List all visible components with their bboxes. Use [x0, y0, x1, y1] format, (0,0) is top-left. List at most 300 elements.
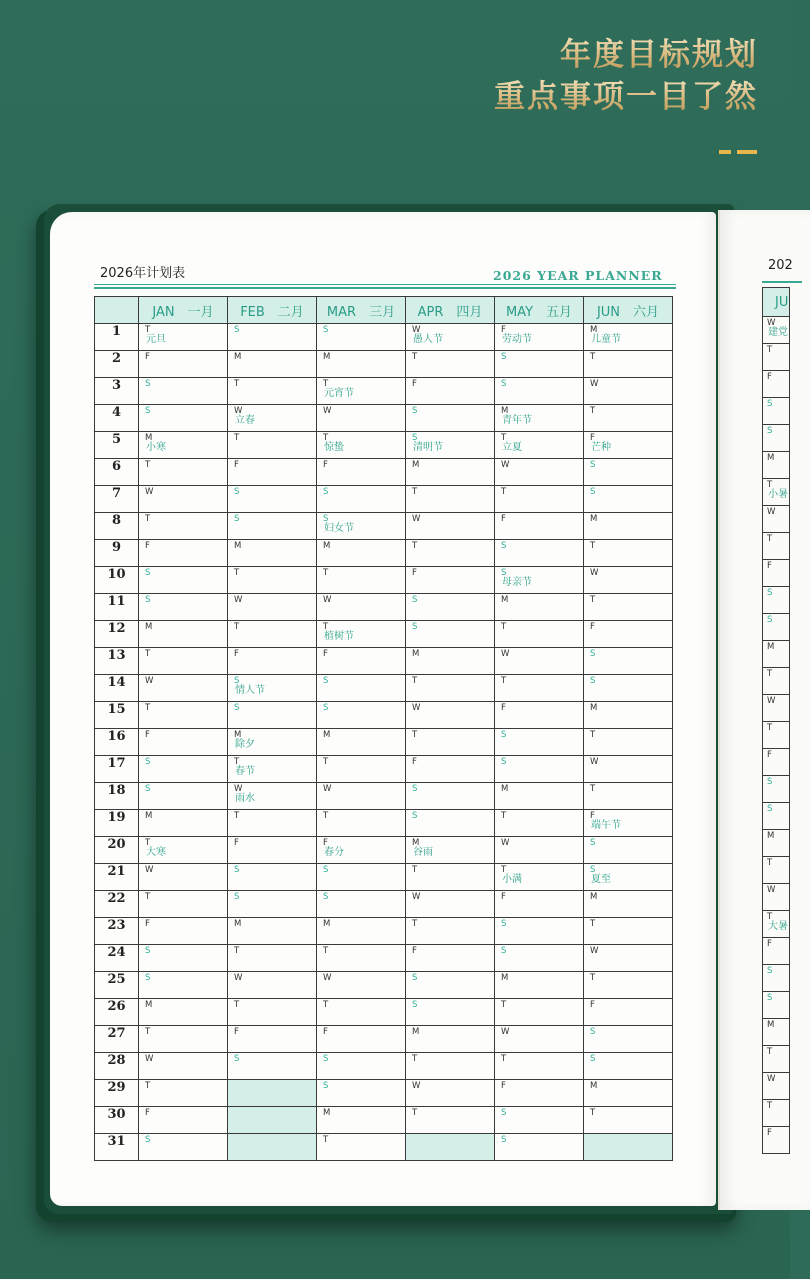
day-cell[interactable]: [406, 702, 495, 729]
day-cell[interactable]: [139, 459, 228, 486]
day-row: [95, 621, 673, 648]
day-cell[interactable]: [584, 675, 673, 702]
day-cell[interactable]: [139, 405, 228, 432]
day-cell[interactable]: [763, 398, 790, 425]
day-cell[interactable]: [495, 1080, 584, 1107]
day-cell[interactable]: [495, 432, 584, 459]
day-cell[interactable]: [584, 1107, 673, 1134]
holiday-label: 小满: [502, 874, 522, 885]
day-row: [763, 641, 790, 668]
day-cell[interactable]: [317, 1107, 406, 1134]
day-cell[interactable]: [139, 891, 228, 918]
day-cell[interactable]: [317, 378, 406, 405]
day-cell[interactable]: [406, 432, 495, 459]
day-cell[interactable]: [139, 810, 228, 837]
weekday-letter: M: [590, 892, 598, 902]
day-cell[interactable]: [763, 533, 790, 560]
day-cell[interactable]: [763, 479, 790, 506]
day-cell[interactable]: [406, 351, 495, 378]
day-cell[interactable]: [406, 459, 495, 486]
day-cell[interactable]: [317, 540, 406, 567]
day-cell[interactable]: [139, 918, 228, 945]
day-cell[interactable]: [584, 999, 673, 1026]
day-cell[interactable]: [406, 999, 495, 1026]
weekday-letter: T: [412, 352, 418, 362]
day-cell[interactable]: [317, 459, 406, 486]
day-cell[interactable]: [763, 992, 790, 1019]
day-cell[interactable]: [406, 675, 495, 702]
day-cell[interactable]: [139, 1080, 228, 1107]
holiday-label: 青年节: [502, 415, 532, 426]
day-cell[interactable]: [406, 540, 495, 567]
day-row: [763, 911, 790, 938]
weekday-letter: T: [590, 595, 596, 605]
right-page-rule: [762, 281, 802, 283]
day-cell[interactable]: [228, 837, 317, 864]
day-cell[interactable]: [584, 864, 673, 891]
day-cell[interactable]: [495, 459, 584, 486]
day-cell[interactable]: [584, 405, 673, 432]
day-number: 6: [95, 459, 139, 486]
weekday-letter: S: [590, 1054, 596, 1064]
weekday-letter: W: [412, 325, 421, 335]
day-cell[interactable]: [495, 1134, 584, 1161]
day-cell[interactable]: [406, 864, 495, 891]
day-cell[interactable]: [763, 587, 790, 614]
day-cell[interactable]: [763, 776, 790, 803]
day-cell[interactable]: [584, 918, 673, 945]
day-cell[interactable]: [228, 1053, 317, 1080]
day-cell[interactable]: [139, 594, 228, 621]
day-cell[interactable]: [317, 648, 406, 675]
day-cell[interactable]: [139, 729, 228, 756]
weekday-letter: T: [234, 568, 240, 578]
month-header: JU: [763, 288, 790, 317]
day-cell[interactable]: [495, 702, 584, 729]
accent-dash-long: [737, 150, 757, 154]
day-cell[interactable]: [406, 783, 495, 810]
day-cell[interactable]: [584, 567, 673, 594]
day-row: [95, 891, 673, 918]
day-cell[interactable]: [584, 837, 673, 864]
day-cell[interactable]: [406, 378, 495, 405]
day-cell[interactable]: [317, 513, 406, 540]
empty-day-cell: [228, 1080, 317, 1107]
day-cell[interactable]: [228, 1026, 317, 1053]
weekday-letter: S: [412, 595, 418, 605]
day-cell[interactable]: [317, 675, 406, 702]
day-cell[interactable]: [139, 1107, 228, 1134]
weekday-letter: T: [234, 433, 240, 443]
day-cell[interactable]: [406, 486, 495, 513]
day-cell[interactable]: [317, 432, 406, 459]
weekday-letter: F: [323, 649, 328, 659]
weekday-letter: T: [323, 568, 329, 578]
day-cell[interactable]: [228, 594, 317, 621]
day-cell[interactable]: [228, 729, 317, 756]
day-cell[interactable]: [495, 837, 584, 864]
day-cell[interactable]: [584, 945, 673, 972]
day-cell[interactable]: [495, 567, 584, 594]
day-cell[interactable]: [584, 756, 673, 783]
weekday-letter: S: [323, 514, 329, 524]
day-cell[interactable]: [763, 560, 790, 587]
day-cell[interactable]: [139, 1053, 228, 1080]
day-cell[interactable]: [763, 317, 790, 344]
day-cell[interactable]: [763, 1046, 790, 1073]
day-cell[interactable]: [228, 702, 317, 729]
day-cell[interactable]: [139, 756, 228, 783]
holiday-label: 元旦: [146, 334, 166, 345]
day-cell[interactable]: [763, 857, 790, 884]
day-cell[interactable]: [584, 729, 673, 756]
day-cell[interactable]: [317, 945, 406, 972]
day-cell[interactable]: [495, 513, 584, 540]
day-cell[interactable]: [763, 911, 790, 938]
day-cell[interactable]: [228, 432, 317, 459]
day-cell[interactable]: [584, 702, 673, 729]
day-number: 21: [95, 864, 139, 891]
weekday-letter: M: [234, 352, 242, 362]
weekday-letter: S: [501, 946, 507, 956]
day-cell[interactable]: [495, 486, 584, 513]
day-cell[interactable]: [406, 918, 495, 945]
day-cell[interactable]: [317, 810, 406, 837]
day-cell[interactable]: [317, 1053, 406, 1080]
weekday-letter: M: [234, 919, 242, 929]
day-cell[interactable]: [495, 864, 584, 891]
day-cell[interactable]: [228, 864, 317, 891]
day-cell[interactable]: [584, 1053, 673, 1080]
day-cell[interactable]: [317, 1026, 406, 1053]
day-row: [763, 776, 790, 803]
day-cell[interactable]: [406, 729, 495, 756]
day-cell[interactable]: [406, 1107, 495, 1134]
weekday-letter: F: [145, 541, 150, 551]
weekday-letter: S: [323, 487, 329, 497]
day-cell[interactable]: [317, 324, 406, 351]
weekday-letter: T: [145, 892, 151, 902]
day-cell[interactable]: [763, 506, 790, 533]
day-cell[interactable]: [317, 351, 406, 378]
day-cell[interactable]: [763, 884, 790, 911]
day-cell[interactable]: [406, 972, 495, 999]
day-cell[interactable]: [495, 999, 584, 1026]
day-cell[interactable]: [495, 324, 584, 351]
day-cell[interactable]: [495, 1107, 584, 1134]
day-cell[interactable]: [763, 830, 790, 857]
day-cell[interactable]: [495, 675, 584, 702]
day-cell[interactable]: [406, 567, 495, 594]
day-cell[interactable]: [584, 513, 673, 540]
day-cell[interactable]: [139, 1026, 228, 1053]
day-cell[interactable]: [763, 614, 790, 641]
day-cell[interactable]: [584, 324, 673, 351]
day-cell[interactable]: [317, 486, 406, 513]
day-cell[interactable]: [495, 972, 584, 999]
day-cell[interactable]: [584, 432, 673, 459]
day-cell[interactable]: [584, 972, 673, 999]
day-cell[interactable]: [139, 513, 228, 540]
day-cell[interactable]: [406, 594, 495, 621]
day-cell[interactable]: [317, 1080, 406, 1107]
day-cell[interactable]: [763, 749, 790, 776]
day-cell[interactable]: [317, 567, 406, 594]
day-cell[interactable]: [763, 1019, 790, 1046]
day-cell[interactable]: [317, 756, 406, 783]
day-cell[interactable]: [495, 648, 584, 675]
day-cell[interactable]: [584, 540, 673, 567]
day-cell[interactable]: [228, 378, 317, 405]
weekday-letter: M: [412, 838, 420, 848]
day-cell[interactable]: [228, 891, 317, 918]
day-cell[interactable]: [139, 621, 228, 648]
day-cell[interactable]: [495, 756, 584, 783]
day-cell[interactable]: [228, 972, 317, 999]
day-cell[interactable]: [317, 1134, 406, 1161]
day-row: [763, 371, 790, 398]
weekday-letter: W: [590, 379, 599, 389]
day-cell[interactable]: [139, 567, 228, 594]
day-cell[interactable]: [228, 621, 317, 648]
weekday-letter: S: [767, 426, 773, 436]
weekday-letter: W: [234, 784, 243, 794]
day-cell[interactable]: [495, 1026, 584, 1053]
day-cell[interactable]: [763, 425, 790, 452]
day-cell[interactable]: [584, 783, 673, 810]
day-cell[interactable]: [584, 648, 673, 675]
day-cell[interactable]: [763, 452, 790, 479]
day-cell[interactable]: [406, 621, 495, 648]
day-cell[interactable]: [317, 621, 406, 648]
weekday-letter: T: [145, 1081, 151, 1091]
day-cell[interactable]: [139, 675, 228, 702]
day-cell[interactable]: [317, 918, 406, 945]
day-cell[interactable]: [495, 783, 584, 810]
day-cell[interactable]: [763, 371, 790, 398]
day-cell[interactable]: [139, 324, 228, 351]
weekday-letter: W: [412, 1081, 421, 1091]
day-cell[interactable]: [763, 1127, 790, 1154]
day-cell[interactable]: [584, 486, 673, 513]
day-cell[interactable]: [139, 1134, 228, 1161]
day-cell[interactable]: [317, 891, 406, 918]
holiday-label: 夏至: [591, 874, 611, 885]
day-cell[interactable]: [584, 594, 673, 621]
day-row: [763, 1127, 790, 1154]
day-cell[interactable]: [139, 864, 228, 891]
weekday-letter: W: [501, 460, 510, 470]
weekday-letter: W: [412, 892, 421, 902]
day-cell[interactable]: [228, 918, 317, 945]
weekday-letter: S: [501, 568, 507, 578]
day-cell[interactable]: [228, 783, 317, 810]
weekday-letter: F: [145, 730, 150, 740]
weekday-letter: S: [501, 757, 507, 767]
day-row: [763, 317, 790, 344]
day-cell[interactable]: [584, 351, 673, 378]
day-cell[interactable]: [228, 567, 317, 594]
weekday-letter: S: [501, 541, 507, 551]
weekday-letter: F: [145, 352, 150, 362]
weekday-letter: S: [234, 514, 240, 524]
holiday-label: 春分: [324, 847, 344, 858]
day-cell[interactable]: [139, 945, 228, 972]
day-cell[interactable]: [495, 918, 584, 945]
day-cell[interactable]: [228, 459, 317, 486]
day-cell[interactable]: [139, 540, 228, 567]
day-cell[interactable]: [763, 695, 790, 722]
day-cell[interactable]: [139, 486, 228, 513]
weekday-letter: F: [234, 838, 239, 848]
day-cell[interactable]: [317, 783, 406, 810]
day-cell[interactable]: [495, 1053, 584, 1080]
day-cell[interactable]: [763, 938, 790, 965]
day-cell[interactable]: [495, 810, 584, 837]
day-cell[interactable]: [406, 324, 495, 351]
day-cell[interactable]: [584, 621, 673, 648]
weekday-letter: F: [234, 649, 239, 659]
day-number: 20: [95, 837, 139, 864]
weekday-letter: F: [767, 372, 772, 382]
day-cell[interactable]: [317, 405, 406, 432]
day-cell[interactable]: [406, 756, 495, 783]
day-cell[interactable]: [228, 945, 317, 972]
weekday-letter: T: [234, 622, 240, 632]
day-cell[interactable]: [317, 999, 406, 1026]
day-cell[interactable]: [139, 432, 228, 459]
day-cell[interactable]: [584, 810, 673, 837]
day-cell[interactable]: [228, 405, 317, 432]
day-cell[interactable]: [495, 891, 584, 918]
day-cell[interactable]: [763, 803, 790, 830]
day-cell[interactable]: [763, 641, 790, 668]
day-cell[interactable]: [406, 405, 495, 432]
weekday-letter: M: [590, 325, 598, 335]
day-number: 1: [95, 324, 139, 351]
day-cell[interactable]: [228, 324, 317, 351]
day-cell[interactable]: [139, 783, 228, 810]
weekday-letter: W: [323, 406, 332, 416]
weekday-letter: W: [767, 318, 776, 328]
day-cell[interactable]: [584, 1026, 673, 1053]
title-rule-thick: [94, 287, 676, 289]
day-cell[interactable]: [139, 648, 228, 675]
day-cell[interactable]: [139, 999, 228, 1026]
day-cell[interactable]: [317, 972, 406, 999]
weekday-letter: T: [501, 487, 507, 497]
weekday-letter: S: [145, 946, 151, 956]
weekday-letter: W: [323, 595, 332, 605]
day-cell[interactable]: [317, 837, 406, 864]
day-row: [95, 756, 673, 783]
day-cell[interactable]: [406, 1053, 495, 1080]
day-cell[interactable]: [228, 810, 317, 837]
day-cell[interactable]: [495, 405, 584, 432]
day-row: [95, 1134, 673, 1161]
weekday-letter: T: [145, 838, 151, 848]
day-cell[interactable]: [763, 965, 790, 992]
day-cell[interactable]: [495, 621, 584, 648]
weekday-letter: F: [501, 1081, 506, 1091]
day-cell[interactable]: [139, 972, 228, 999]
empty-day-cell: [228, 1107, 317, 1134]
weekday-letter: S: [234, 892, 240, 902]
weekday-letter: F: [590, 433, 595, 443]
day-cell[interactable]: [763, 722, 790, 749]
day-cell[interactable]: [495, 540, 584, 567]
empty-day-cell: [584, 1134, 673, 1161]
day-cell[interactable]: [495, 594, 584, 621]
weekday-letter: M: [412, 1027, 420, 1037]
day-cell[interactable]: [139, 351, 228, 378]
weekday-letter: S: [767, 966, 773, 976]
weekday-letter: S: [590, 460, 596, 470]
weekday-letter: W: [501, 1027, 510, 1037]
day-cell[interactable]: [228, 351, 317, 378]
weekday-letter: M: [501, 595, 509, 605]
day-cell[interactable]: [406, 648, 495, 675]
weekday-letter: S: [412, 622, 418, 632]
weekday-letter: T: [412, 487, 418, 497]
day-cell[interactable]: [584, 459, 673, 486]
day-number: 27: [95, 1026, 139, 1053]
weekday-letter: F: [234, 460, 239, 470]
day-cell[interactable]: [139, 702, 228, 729]
weekday-letter: T: [412, 865, 418, 875]
day-cell[interactable]: [406, 1080, 495, 1107]
day-cell[interactable]: [763, 344, 790, 371]
holiday-label: 小寒: [146, 442, 166, 453]
day-cell[interactable]: [763, 1100, 790, 1127]
day-cell[interactable]: [317, 594, 406, 621]
day-cell[interactable]: [228, 648, 317, 675]
day-number: 23: [95, 918, 139, 945]
day-cell[interactable]: [228, 513, 317, 540]
day-cell[interactable]: [317, 702, 406, 729]
day-cell[interactable]: [406, 837, 495, 864]
day-cell[interactable]: [584, 378, 673, 405]
day-cell[interactable]: [228, 756, 317, 783]
day-cell[interactable]: [139, 378, 228, 405]
day-cell[interactable]: [228, 675, 317, 702]
weekday-letter: M: [323, 352, 331, 362]
weekday-letter: S: [234, 325, 240, 335]
day-cell[interactable]: [228, 486, 317, 513]
day-cell[interactable]: [406, 513, 495, 540]
day-cell[interactable]: [317, 729, 406, 756]
day-cell[interactable]: [406, 945, 495, 972]
day-cell[interactable]: [228, 540, 317, 567]
day-cell[interactable]: [406, 810, 495, 837]
day-cell[interactable]: [139, 837, 228, 864]
day-cell[interactable]: [228, 999, 317, 1026]
day-cell[interactable]: [495, 729, 584, 756]
day-cell[interactable]: [763, 1073, 790, 1100]
day-cell[interactable]: [317, 864, 406, 891]
day-cell[interactable]: [763, 668, 790, 695]
day-cell[interactable]: [584, 891, 673, 918]
day-cell[interactable]: [495, 378, 584, 405]
day-cell[interactable]: [406, 891, 495, 918]
day-cell[interactable]: [495, 945, 584, 972]
weekday-letter: S: [323, 325, 329, 335]
day-row: [95, 594, 673, 621]
day-cell[interactable]: [584, 1080, 673, 1107]
weekday-letter: F: [412, 568, 417, 578]
day-cell[interactable]: [406, 1026, 495, 1053]
day-cell[interactable]: [495, 351, 584, 378]
